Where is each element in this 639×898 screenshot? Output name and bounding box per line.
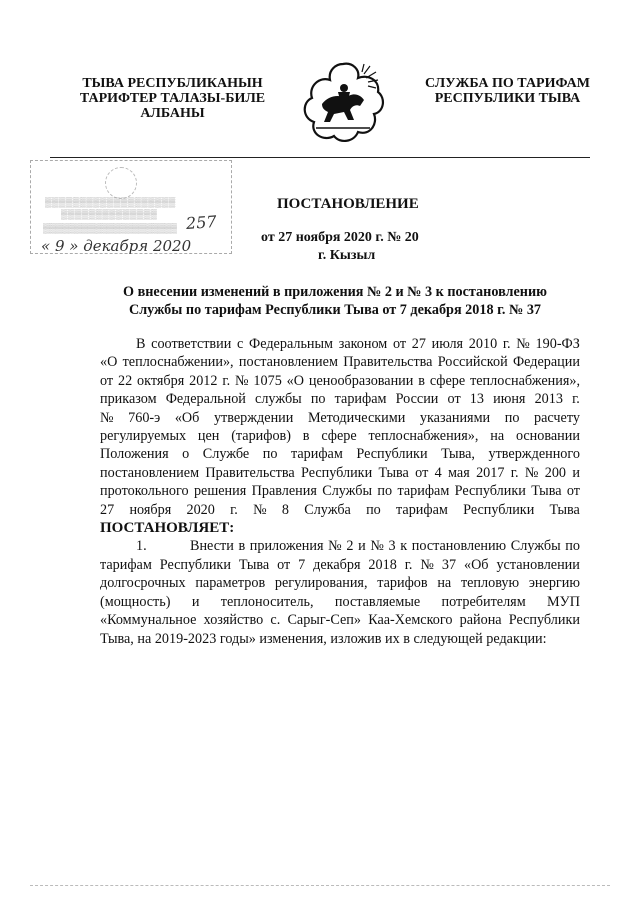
paragraph-line	[100, 390, 580, 408]
word: октября	[137, 372, 185, 389]
word: «О	[286, 372, 305, 389]
word: России	[395, 391, 439, 408]
registration-number: 257	[185, 211, 218, 234]
word: июня	[493, 391, 526, 408]
word: Федеральной	[165, 391, 246, 408]
word: теплоснабжении»,	[122, 354, 234, 371]
document-type: ПОСТАНОВЛЕНИЕ	[277, 196, 419, 212]
scan-bottom-edge	[30, 885, 610, 886]
word: 2010	[468, 336, 498, 352]
word: потребителям	[441, 593, 526, 610]
stamp-seal-icon	[105, 167, 137, 199]
word: 27	[411, 336, 426, 352]
word: Тыва	[238, 556, 270, 573]
word: 2	[346, 538, 354, 555]
word: В	[136, 336, 146, 352]
word: Тыва	[549, 501, 580, 518]
decree-word: ПОСТАНОВЛЯЕТ:	[100, 520, 235, 537]
word: 2018	[368, 556, 397, 573]
word: №	[370, 538, 384, 555]
item-line-text	[180, 537, 580, 555]
document-body	[100, 335, 580, 648]
word: соответствии	[151, 336, 232, 352]
word: тарифам	[396, 501, 448, 518]
word: долгосрочных	[100, 575, 186, 592]
word: тарифам	[100, 556, 152, 573]
word: «Об	[463, 556, 489, 573]
stamp-faded-text: ▒▒▒▒▒▒▒▒▒▒▒▒▒▒▒▒▒▒▒▒▒	[43, 223, 177, 233]
word: Сарыг-Сеп»	[287, 612, 361, 629]
word: Каа-Хемского	[368, 612, 453, 629]
document-subject	[100, 283, 570, 319]
word: теплоснабжения»,	[368, 428, 479, 445]
word: и	[191, 593, 200, 610]
document-city: г. Кызыл	[318, 248, 376, 263]
header-right-line: РЕСПУБЛИКИ ТЫВА	[434, 91, 581, 106]
item-line	[100, 593, 580, 611]
word: приложения	[249, 538, 324, 555]
word: МУП	[547, 593, 580, 610]
word: мая	[448, 464, 470, 481]
word: №	[420, 556, 434, 573]
header-right-ministry-name-russian	[420, 76, 595, 106]
word: тарифам	[290, 446, 343, 463]
paragraph-line	[100, 372, 580, 390]
word: №	[524, 464, 539, 481]
item-line: Тыва, на 2019-2023 годы» изменения, изложив их в следующей редакции:	[100, 630, 547, 647]
word: 2012	[189, 372, 218, 389]
word: Российской	[437, 354, 508, 371]
word: Республики	[508, 612, 580, 629]
word: 2020	[186, 501, 215, 518]
paragraph-line	[100, 445, 580, 463]
paragraph-line	[100, 501, 580, 519]
header-divider	[50, 157, 590, 158]
word: от	[392, 336, 407, 352]
word: №	[516, 336, 530, 352]
stamp-faded-text: ▒▒▒▒▒▒▒▒▒▒▒▒▒▒▒▒▒▒▒	[45, 197, 176, 207]
word: в	[418, 372, 425, 389]
word: по	[366, 501, 381, 518]
word: г.	[502, 336, 511, 352]
word: от	[415, 464, 429, 481]
word: протокольного	[100, 483, 189, 500]
word: по	[504, 409, 520, 426]
word: решения	[193, 483, 247, 500]
word: (тарифов)	[231, 428, 291, 445]
word: приказом	[100, 391, 157, 408]
word: постановлению	[411, 538, 507, 555]
word: Республики	[454, 483, 526, 500]
paragraph-line	[100, 353, 580, 371]
word: Тыва	[531, 483, 562, 500]
registration-stamp	[30, 160, 232, 254]
item-number: 1.	[136, 538, 147, 555]
word: 37	[441, 556, 457, 573]
word: «О	[100, 354, 118, 371]
word: №	[100, 409, 114, 426]
header-left-line: ТЫВА РЕСПУБЛИКАНЫН	[82, 76, 263, 91]
word: 190-ФЗ	[535, 336, 580, 352]
word: утверждении	[213, 409, 294, 426]
word: Республики	[463, 501, 535, 518]
word: тарифам	[397, 483, 450, 500]
word: на	[437, 575, 452, 592]
word: 13	[469, 391, 484, 408]
word: г.	[230, 501, 238, 518]
item-line	[100, 611, 580, 629]
word: законом	[338, 336, 388, 352]
word: Республики	[159, 556, 231, 573]
word: Внести	[190, 538, 234, 555]
word: июля	[431, 336, 464, 352]
word: тепловую	[460, 575, 520, 592]
item-line	[100, 556, 580, 574]
word: и	[358, 538, 366, 555]
word: 7	[298, 556, 306, 573]
word: Тыва	[378, 464, 409, 481]
subject-line: Службы по тарифам Республики Тыва от 7 декабря 2018 г. № 37	[128, 302, 542, 318]
item-line	[100, 574, 580, 592]
word: утвержденного	[488, 446, 580, 463]
word: 8	[281, 501, 289, 518]
word: от	[447, 391, 461, 408]
word: Республики	[301, 464, 373, 481]
word: по	[377, 483, 393, 500]
word: основании	[515, 428, 580, 445]
word: с.	[270, 612, 281, 629]
word: Правительства	[205, 464, 295, 481]
word: г.	[510, 464, 519, 481]
word: в	[238, 538, 246, 555]
word: расчету	[534, 409, 580, 426]
word: с	[237, 336, 244, 352]
word: (мощность)	[100, 593, 171, 610]
word: сфере	[429, 372, 466, 389]
word: 27	[100, 501, 115, 518]
word: Тыва,	[441, 446, 475, 463]
word: г.	[222, 372, 231, 389]
word: Федерации	[512, 354, 580, 371]
word: «Коммунальное	[100, 612, 197, 629]
word: г.	[404, 556, 413, 573]
word: теплоснабжения»,	[470, 372, 580, 389]
word: цен	[197, 428, 220, 445]
word: хозяйство	[203, 612, 264, 629]
word: 22	[117, 372, 133, 389]
word: на	[490, 428, 505, 445]
word: постановлением	[100, 464, 200, 481]
paragraph-line	[100, 335, 580, 353]
word: о	[182, 446, 190, 463]
document-date-number: от 27 ноября 2020 г. № 20	[261, 230, 419, 245]
paragraph-line	[100, 482, 580, 500]
word: 1075	[253, 372, 282, 389]
item-first-line	[100, 537, 580, 555]
word: 200	[544, 464, 567, 481]
word: регулирования,	[274, 575, 368, 592]
word: и	[572, 464, 580, 481]
word: от	[566, 483, 580, 500]
word: декабря	[313, 556, 361, 573]
word: службы	[255, 391, 302, 408]
stamp-faded-text: ▒▒▒▒▒▒▒▒▒▒▒▒▒▒	[61, 209, 158, 219]
word: №	[253, 501, 267, 518]
word: Методическими	[307, 409, 406, 426]
word: от	[100, 372, 114, 389]
word: «Об	[174, 409, 200, 426]
tuva-emblem-icon	[298, 58, 388, 146]
word: 760-э	[128, 409, 161, 426]
word: по	[262, 446, 278, 463]
word: энергию	[528, 575, 580, 592]
word: Положения	[100, 446, 169, 463]
word: №	[235, 372, 249, 389]
paragraph-line	[100, 409, 580, 427]
word: постановлением	[238, 354, 338, 371]
word: 2013	[534, 391, 563, 408]
word: района	[459, 612, 502, 629]
word: параметров	[195, 575, 266, 592]
word: к	[400, 538, 408, 555]
word: Правления	[251, 483, 317, 500]
header-left-line: АЛБАНЫ	[140, 106, 205, 121]
word: 3	[388, 538, 396, 555]
header-left-line: ТАРИФТЕР ТАЛАЗЫ-БИЛЕ	[79, 91, 266, 106]
paragraph-line	[100, 464, 580, 482]
word: Службе	[202, 446, 250, 463]
word: Службы	[322, 483, 373, 500]
word: ноября	[129, 501, 172, 518]
word: поставляемые	[334, 593, 421, 610]
word: г.	[572, 391, 580, 408]
registration-date: « 9 » декабря 2020	[41, 237, 192, 255]
word: ценообразовании	[308, 372, 414, 389]
subject-line: О внесении изменений в приложения № 2 и № 3 к постановлению	[123, 284, 547, 300]
header-right-line: СЛУЖБА ПО ТАРИФАМ	[425, 76, 590, 91]
word: тарифов	[377, 575, 428, 592]
word: регулируемых	[100, 428, 187, 445]
header-left-ministry-name-tuvan	[60, 76, 285, 121]
word: указаниями	[419, 409, 491, 426]
word: №	[328, 538, 342, 555]
paragraph-line	[100, 427, 580, 445]
word: установлении	[496, 556, 580, 573]
word: 2017	[476, 464, 505, 481]
word: в	[302, 428, 310, 445]
word: по	[565, 538, 580, 555]
word: Республики	[356, 446, 428, 463]
word: по	[310, 391, 326, 408]
word: Правительства	[343, 354, 433, 371]
word: сфере	[321, 428, 357, 445]
word: 4	[434, 464, 442, 481]
word: Федеральным	[249, 336, 334, 352]
word: тарифам	[334, 391, 387, 408]
word: от	[277, 556, 291, 573]
word: теплоноситель,	[220, 593, 314, 610]
word: Служба	[304, 501, 351, 518]
word: Службы	[510, 538, 561, 555]
decree-line	[100, 519, 580, 537]
